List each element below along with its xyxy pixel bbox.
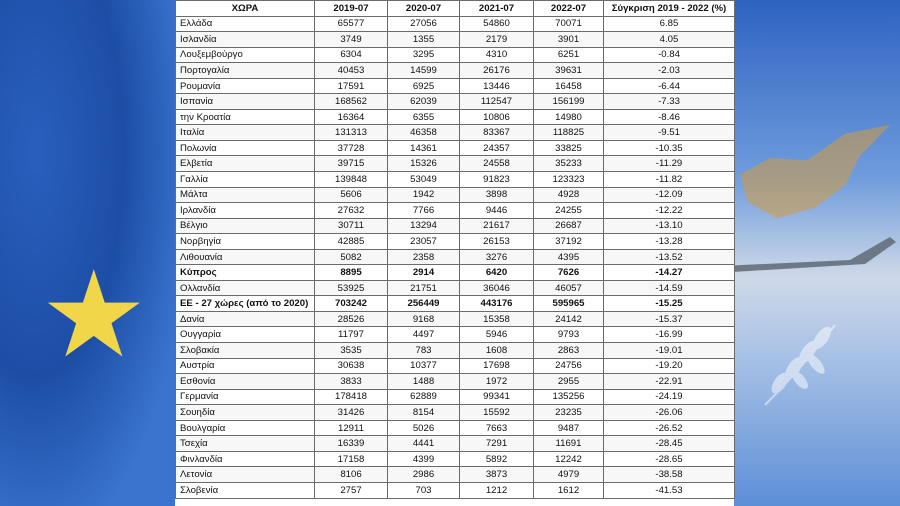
row-country-cell: Εσθονία [176, 374, 315, 390]
row-2021-cell: 1212 [460, 482, 534, 498]
row-2022-cell: 46057 [534, 280, 604, 296]
row-2022-cell: 595965 [534, 296, 604, 312]
row-2019-cell: 53925 [315, 280, 388, 296]
table-row [176, 47, 735, 63]
row-country-cell: Ουγγαρία [176, 327, 315, 343]
cyprus-map-icon [740, 125, 890, 235]
row-2021-cell: 9446 [460, 203, 534, 219]
row-2021-cell: 10806 [460, 109, 534, 125]
row-2022-cell: 24255 [534, 203, 604, 219]
header-2022: 2022-07 [534, 1, 604, 17]
table-row [176, 405, 735, 421]
row-country-cell: Ισλανδία [176, 32, 315, 48]
row-country-cell: Σουηδία [176, 405, 315, 421]
row-2021-cell: 15358 [460, 311, 534, 327]
row-country-cell: Δανία [176, 311, 315, 327]
cyprus-flag-background [734, 0, 900, 506]
row-comparison-cell: -10.35 [604, 140, 735, 156]
table-row [176, 140, 735, 156]
row-comparison-cell: -2.03 [604, 63, 735, 79]
row-comparison-cell: -26.06 [604, 405, 735, 421]
table-row [176, 311, 735, 327]
row-2019-cell: 27632 [315, 203, 388, 219]
row-country-cell: Βουλγαρία [176, 420, 315, 436]
row-2021-cell: 6420 [460, 265, 534, 281]
row-2019-cell: 703242 [315, 296, 388, 312]
row-country-cell: Ιταλία [176, 125, 315, 141]
row-2022-cell: 2863 [534, 343, 604, 359]
row-country-cell: την Κροατία [176, 109, 315, 125]
row-comparison-cell: -28.45 [604, 436, 735, 452]
row-2022-cell: 26687 [534, 218, 604, 234]
arrivals-table-container [175, 0, 734, 506]
row-2022-cell: 39631 [534, 63, 604, 79]
row-comparison-cell: -9.51 [604, 125, 735, 141]
table-row [176, 249, 735, 265]
row-country-cell: Ολλανδία [176, 280, 315, 296]
row-country-cell: Λουξεμβούργο [176, 47, 315, 63]
row-comparison-cell: -13.52 [604, 249, 735, 265]
row-2021-cell: 21617 [460, 218, 534, 234]
row-2021-cell: 17698 [460, 358, 534, 374]
row-2021-cell: 2179 [460, 32, 534, 48]
row-2022-cell: 33825 [534, 140, 604, 156]
row-2019-cell: 8106 [315, 467, 388, 483]
row-2020-cell: 21751 [388, 280, 460, 296]
table-row [176, 296, 735, 312]
row-comparison-cell: -11.29 [604, 156, 735, 172]
row-2022-cell: 4979 [534, 467, 604, 483]
table-row [176, 482, 735, 498]
row-2020-cell: 6925 [388, 78, 460, 94]
row-comparison-cell: -12.09 [604, 187, 735, 203]
row-2020-cell: 6355 [388, 109, 460, 125]
row-2019-cell: 168562 [315, 94, 388, 110]
row-2021-cell: 13446 [460, 78, 534, 94]
table-row [176, 78, 735, 94]
row-2022-cell: 16458 [534, 78, 604, 94]
row-comparison-cell: -41.53 [604, 482, 735, 498]
row-country-cell: Πορτογαλία [176, 63, 315, 79]
row-2019-cell: 5082 [315, 249, 388, 265]
row-2022-cell: 118825 [534, 125, 604, 141]
row-2019-cell: 3833 [315, 374, 388, 390]
row-2019-cell: 42885 [315, 234, 388, 250]
row-2020-cell: 53049 [388, 172, 460, 188]
row-2020-cell: 5026 [388, 420, 460, 436]
row-2019-cell: 39715 [315, 156, 388, 172]
row-2019-cell: 8895 [315, 265, 388, 281]
row-2020-cell: 2986 [388, 467, 460, 483]
row-comparison-cell: -12.22 [604, 203, 735, 219]
row-2020-cell: 1355 [388, 32, 460, 48]
row-comparison-cell: -14.27 [604, 265, 735, 281]
row-comparison-cell: -13.28 [604, 234, 735, 250]
row-2021-cell: 112547 [460, 94, 534, 110]
row-2021-cell: 1608 [460, 343, 534, 359]
row-2021-cell: 3898 [460, 187, 534, 203]
table-row [176, 451, 735, 467]
table-row [176, 327, 735, 343]
row-2022-cell: 3901 [534, 32, 604, 48]
table-row [176, 234, 735, 250]
row-2021-cell: 3276 [460, 249, 534, 265]
row-2019-cell: 17591 [315, 78, 388, 94]
row-2020-cell: 8154 [388, 405, 460, 421]
table-row [176, 109, 735, 125]
row-2022-cell: 70071 [534, 16, 604, 32]
row-2020-cell: 27056 [388, 16, 460, 32]
row-2021-cell: 7291 [460, 436, 534, 452]
row-2020-cell: 62039 [388, 94, 460, 110]
row-2021-cell: 7663 [460, 420, 534, 436]
row-country-cell: Κύπρος [176, 265, 315, 281]
row-2019-cell: 5606 [315, 187, 388, 203]
row-country-cell: Λιθουανία [176, 249, 315, 265]
table-row [176, 343, 735, 359]
row-2020-cell: 2914 [388, 265, 460, 281]
header-2021: 2021-07 [460, 1, 534, 17]
row-2022-cell: 11691 [534, 436, 604, 452]
row-2021-cell: 1972 [460, 374, 534, 390]
row-2021-cell: 83367 [460, 125, 534, 141]
row-country-cell: Γαλλία [176, 172, 315, 188]
table-row [176, 94, 735, 110]
table-row [176, 172, 735, 188]
row-2019-cell: 11797 [315, 327, 388, 343]
table-row [176, 32, 735, 48]
row-2022-cell: 156199 [534, 94, 604, 110]
row-comparison-cell: -8.46 [604, 109, 735, 125]
row-country-cell: Πολωνία [176, 140, 315, 156]
table-row [176, 218, 735, 234]
row-2022-cell: 9487 [534, 420, 604, 436]
row-2019-cell: 131313 [315, 125, 388, 141]
row-comparison-cell: -28.65 [604, 451, 735, 467]
row-2021-cell: 36046 [460, 280, 534, 296]
row-country-cell: Ρουμανία [176, 78, 315, 94]
row-2020-cell: 23057 [388, 234, 460, 250]
table-row [176, 265, 735, 281]
row-country-cell: Λετονία [176, 467, 315, 483]
row-2022-cell: 24756 [534, 358, 604, 374]
row-2019-cell: 3749 [315, 32, 388, 48]
header-2019: 2019-07 [315, 1, 388, 17]
row-2020-cell: 4441 [388, 436, 460, 452]
row-2019-cell: 16364 [315, 109, 388, 125]
row-2020-cell: 7766 [388, 203, 460, 219]
row-2021-cell: 5946 [460, 327, 534, 343]
row-2022-cell: 7626 [534, 265, 604, 281]
row-comparison-cell: -0.84 [604, 47, 735, 63]
row-2022-cell: 4395 [534, 249, 604, 265]
row-2020-cell: 15326 [388, 156, 460, 172]
row-2020-cell: 256449 [388, 296, 460, 312]
row-2021-cell: 24558 [460, 156, 534, 172]
row-2021-cell: 99341 [460, 389, 534, 405]
row-2019-cell: 31426 [315, 405, 388, 421]
table-row [176, 358, 735, 374]
row-country-cell: Ιρλανδία [176, 203, 315, 219]
row-country-cell: Αυστρία [176, 358, 315, 374]
row-2022-cell: 1612 [534, 482, 604, 498]
table-body [176, 16, 735, 498]
header-2020: 2020-07 [388, 1, 460, 17]
row-country-cell: Ισπανία [176, 94, 315, 110]
row-2022-cell: 2955 [534, 374, 604, 390]
row-comparison-cell: -38.58 [604, 467, 735, 483]
row-country-cell: Ελβετία [176, 156, 315, 172]
row-comparison-cell: 6.85 [604, 16, 735, 32]
row-2020-cell: 1942 [388, 187, 460, 203]
row-2020-cell: 4497 [388, 327, 460, 343]
table-row [176, 16, 735, 32]
row-country-cell: Νορβηγία [176, 234, 315, 250]
row-comparison-cell: -24.19 [604, 389, 735, 405]
row-2020-cell: 62889 [388, 389, 460, 405]
row-country-cell: Γερμανία [176, 389, 315, 405]
row-2019-cell: 12911 [315, 420, 388, 436]
row-2022-cell: 23235 [534, 405, 604, 421]
row-2020-cell: 10377 [388, 358, 460, 374]
row-2020-cell: 3295 [388, 47, 460, 63]
row-2022-cell: 123323 [534, 172, 604, 188]
arrivals-table [175, 0, 735, 499]
row-2019-cell: 30711 [315, 218, 388, 234]
row-2019-cell: 65577 [315, 16, 388, 32]
row-2021-cell: 5892 [460, 451, 534, 467]
row-2021-cell: 15592 [460, 405, 534, 421]
row-comparison-cell: -22.91 [604, 374, 735, 390]
row-2021-cell: 54860 [460, 16, 534, 32]
row-2022-cell: 35233 [534, 156, 604, 172]
row-2019-cell: 30638 [315, 358, 388, 374]
row-2019-cell: 37728 [315, 140, 388, 156]
row-country-cell: Βέλγιο [176, 218, 315, 234]
row-2020-cell: 783 [388, 343, 460, 359]
table-row [176, 389, 735, 405]
table-row [176, 374, 735, 390]
row-2019-cell: 139848 [315, 172, 388, 188]
row-comparison-cell: -16.99 [604, 327, 735, 343]
table-row [176, 63, 735, 79]
table-row [176, 125, 735, 141]
table-row [176, 187, 735, 203]
row-comparison-cell: -13.10 [604, 218, 735, 234]
row-country-cell: Φινλανδία [176, 451, 315, 467]
row-2022-cell: 37192 [534, 234, 604, 250]
row-country-cell: Τσεχία [176, 436, 315, 452]
row-comparison-cell: -19.01 [604, 343, 735, 359]
row-2021-cell: 443176 [460, 296, 534, 312]
row-2021-cell: 3873 [460, 467, 534, 483]
row-comparison-cell: -6.44 [604, 78, 735, 94]
row-comparison-cell: -15.25 [604, 296, 735, 312]
row-comparison-cell: -11.82 [604, 172, 735, 188]
row-comparison-cell: -14.59 [604, 280, 735, 296]
row-2022-cell: 24142 [534, 311, 604, 327]
row-2021-cell: 24357 [460, 140, 534, 156]
table-row [176, 280, 735, 296]
row-2020-cell: 1488 [388, 374, 460, 390]
header-comparison: Σύγκριση 2019 - 2022 (%) [604, 1, 735, 17]
table-row [176, 203, 735, 219]
row-comparison-cell: -15.37 [604, 311, 735, 327]
row-country-cell: ΕΕ - 27 χώρες (από το 2020) [176, 296, 315, 312]
row-comparison-cell: 4.05 [604, 32, 735, 48]
row-comparison-cell: -7.33 [604, 94, 735, 110]
row-2021-cell: 26176 [460, 63, 534, 79]
row-country-cell: Μάλτα [176, 187, 315, 203]
row-2022-cell: 6251 [534, 47, 604, 63]
row-2020-cell: 46358 [388, 125, 460, 141]
row-2020-cell: 14361 [388, 140, 460, 156]
row-2019-cell: 16339 [315, 436, 388, 452]
row-2020-cell: 9168 [388, 311, 460, 327]
row-2022-cell: 14980 [534, 109, 604, 125]
table-header-row [176, 1, 735, 17]
row-2022-cell: 12242 [534, 451, 604, 467]
row-2020-cell: 14599 [388, 63, 460, 79]
row-2020-cell: 2358 [388, 249, 460, 265]
row-2020-cell: 13294 [388, 218, 460, 234]
row-2019-cell: 3535 [315, 343, 388, 359]
row-2021-cell: 91823 [460, 172, 534, 188]
table-row [176, 420, 735, 436]
table-row [176, 436, 735, 452]
row-2022-cell: 9793 [534, 327, 604, 343]
header-country: ΧΩΡΑ [176, 1, 315, 17]
row-2021-cell: 26153 [460, 234, 534, 250]
row-comparison-cell: -19.20 [604, 358, 735, 374]
row-2019-cell: 2757 [315, 482, 388, 498]
table-row [176, 467, 735, 483]
row-2019-cell: 17158 [315, 451, 388, 467]
row-2020-cell: 703 [388, 482, 460, 498]
eu-star-icon: ★ [40, 248, 148, 382]
row-comparison-cell: -26.52 [604, 420, 735, 436]
row-2022-cell: 4928 [534, 187, 604, 203]
row-2020-cell: 4399 [388, 451, 460, 467]
table-row [176, 156, 735, 172]
eu-flag-background [0, 0, 175, 506]
row-2019-cell: 28526 [315, 311, 388, 327]
row-country-cell: Σλοβακία [176, 343, 315, 359]
row-2022-cell: 135256 [534, 389, 604, 405]
row-2019-cell: 6304 [315, 47, 388, 63]
row-2021-cell: 4310 [460, 47, 534, 63]
row-country-cell: Ελλάδα [176, 16, 315, 32]
olive-branch-icon [760, 320, 840, 410]
row-country-cell: Σλοβενία [176, 482, 315, 498]
row-2019-cell: 178418 [315, 389, 388, 405]
row-2019-cell: 40453 [315, 63, 388, 79]
